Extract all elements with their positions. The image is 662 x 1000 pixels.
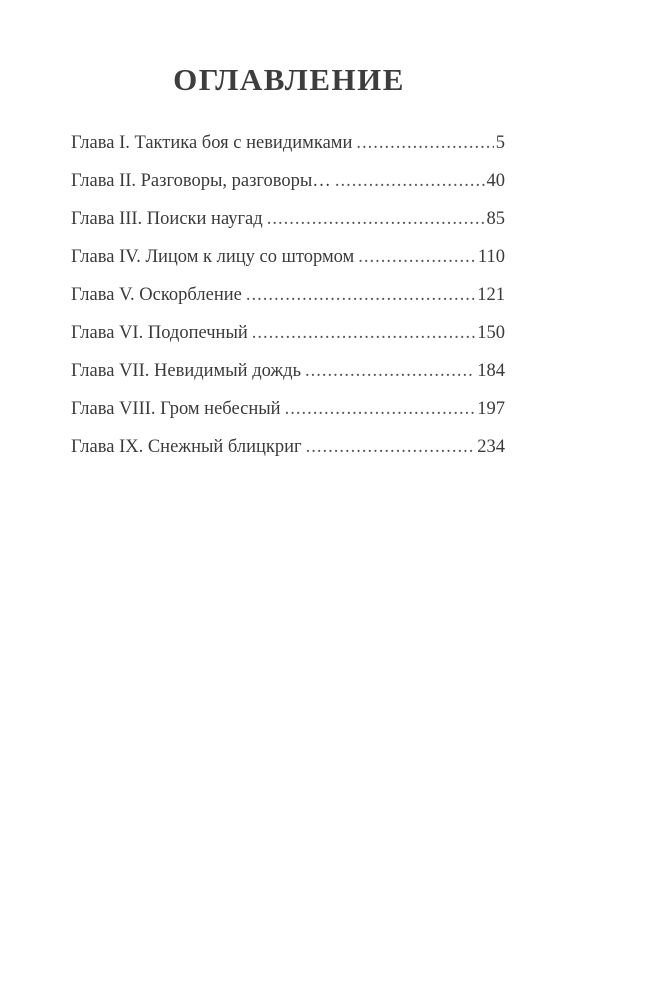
toc-heading: ОГЛАВЛЕНИЕ <box>173 62 405 97</box>
dot-leader <box>246 285 475 306</box>
toc-entry-7 <box>71 361 505 399</box>
toc-page-number: 234 <box>477 437 505 457</box>
dot-leader <box>356 133 493 154</box>
toc-page-number: 85 <box>486 209 505 229</box>
toc-entry-4 <box>71 247 505 285</box>
toc-entry-title: Глава I. Тактика боя с невидимками <box>71 133 353 153</box>
toc-entry-title: Глава III. Поиски наугад <box>71 209 263 229</box>
toc-entry-title: Глава IX. Снежный блицкриг <box>71 437 302 457</box>
toc-entry-title: Глава IV. Лицом к лицу со штормом <box>71 247 355 267</box>
toc-entry-5 <box>71 285 505 323</box>
dot-leader <box>305 361 475 382</box>
toc-page-number: 40 <box>486 171 505 191</box>
toc-page-number: 184 <box>477 361 505 381</box>
toc-list <box>71 133 505 475</box>
dot-leader <box>267 209 485 230</box>
toc-page-number: 150 <box>477 323 505 343</box>
toc-entry-title: Глава VII. Невидимый дождь <box>71 361 302 381</box>
dot-leader <box>285 399 476 420</box>
toc-page-number: 121 <box>477 285 505 305</box>
toc-entry-title: Глава VI. Подопечный <box>71 323 248 343</box>
toc-entry-title: Глава V. Оскорбление <box>71 285 242 305</box>
toc-entry-3 <box>71 209 505 247</box>
toc-entry-8 <box>71 399 505 437</box>
toc-entry-6 <box>71 323 505 361</box>
toc-entry-2 <box>71 171 505 209</box>
toc-page-number: 197 <box>477 399 505 419</box>
dot-leader <box>306 437 476 458</box>
dot-leader <box>252 323 475 344</box>
toc-entry-title: Глава VIII. Гром небесный <box>71 399 281 419</box>
toc-page-number: 110 <box>477 247 505 267</box>
toc-entry-1 <box>71 133 505 171</box>
dot-leader <box>335 171 485 192</box>
dot-leader <box>358 247 476 268</box>
toc-page-number: 5 <box>495 133 505 153</box>
toc-entry-title: Глава II. Разговоры, разговоры… <box>71 171 331 191</box>
toc-entry-9 <box>71 437 505 475</box>
